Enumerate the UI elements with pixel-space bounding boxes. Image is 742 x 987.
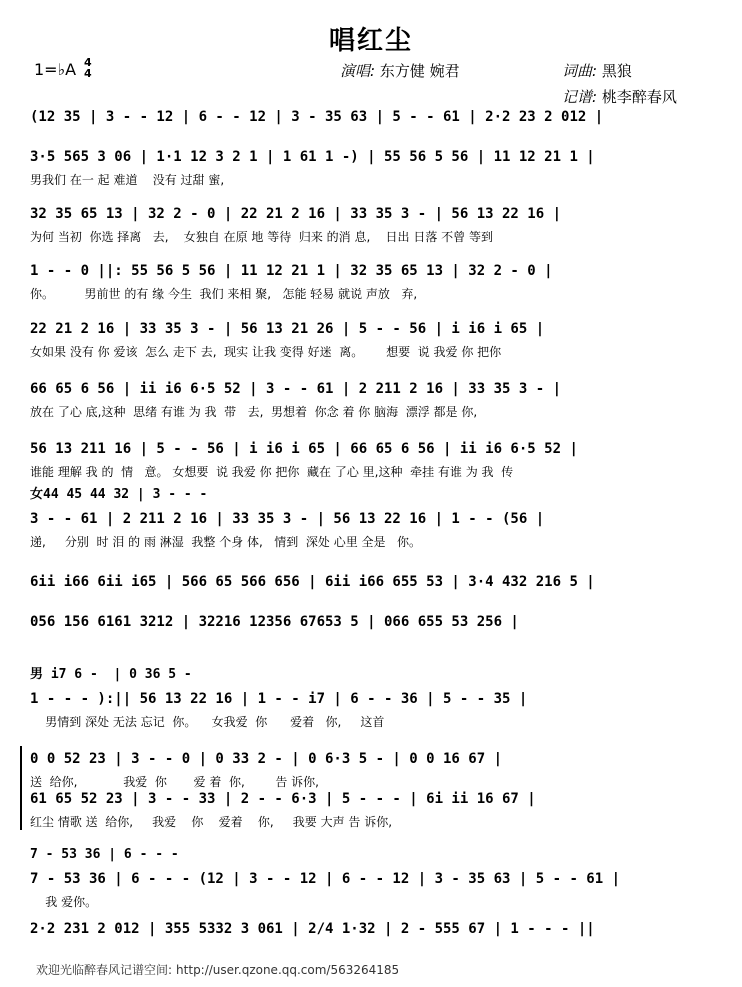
notation-row: 1 - - - ):|| 56 13 22 16 | 1 - - i7 | 6 - - 36 | 5 - - 35 | xyxy=(30,691,528,707)
score-line xyxy=(0,148,742,190)
singers-credit xyxy=(340,60,460,81)
upper-voice-notes: 7 - 53 36 | 6 - - - xyxy=(30,847,179,862)
score-line xyxy=(0,847,742,912)
lyrics-row: 男我们 在一 起 难道 没有 过甜 蜜, xyxy=(30,173,225,187)
notation-row: 056 156 6161 3212 | 32216 12356 67653 5 | 066 655 53 256 | xyxy=(30,614,519,630)
song-title: 唱红尘 xyxy=(328,26,413,56)
notation-row: 0 0 52 23 | 3 - - 0 | 0 33 2 - | 0 6·3 5 - | 0 0 16 67 | xyxy=(30,751,503,767)
notation-row: 2·2 231 2 012 | 355 5332 3 061 | 2/4 1·32 | 2 - 555 67 | 1 - - - || xyxy=(30,921,595,937)
lyrics-row: 我 爱你。 xyxy=(30,895,98,909)
lyrics-row: 男情到 深处 无法 忘记 你。 女我爱 你 爱着 你, 这首 xyxy=(30,715,385,729)
lyrics-row: 递, 分别 时 泪 的 雨 淋湿 我整 个身 体, 情到 深处 心里 全是 你。 xyxy=(30,535,421,549)
notation-row: 61 65 52 23 | 3 - - 33 | 2 - - 6·3 | 5 - - - | 6i ii 16 67 | xyxy=(30,791,536,807)
composer-credit xyxy=(562,60,632,81)
notation-row: 7 - 53 36 | 6 - - - (12 | 3 - - 12 | 6 - - 12 | 3 - 35 63 | 5 - - 61 | xyxy=(30,871,621,887)
lyrics-row: 放在 了心 底,这种 思绪 有谁 为 我 带 去, 男想着 你念 着 你 脑海 漂浮 都是 你, xyxy=(30,405,478,419)
score-line xyxy=(0,573,742,615)
composer-name: 黑狼 xyxy=(601,62,632,80)
lyrics-row: 女如果 没有 你 爱该 怎么 走下 去, 现实 让我 变得 好迷 离。 想要 说 我爱 你 把你 xyxy=(30,345,502,359)
lyrics-row: 红尘 情歌 送 给你, 我爱 你 爱着 你, 我要 大声 告 诉你, xyxy=(30,815,393,829)
singers-label: 演唱: xyxy=(340,62,376,80)
singers-names: 东方健 婉君 xyxy=(379,62,460,80)
footer-url: http://user.qzone.qq.com/563264185 xyxy=(176,963,400,977)
score-line xyxy=(0,920,742,962)
lyrics-row: 谁能 理解 我 的 情 意。 女想要 说 我爱 你 把你 藏在 了心 里,这种 牵挂 有谁 为 我 传 xyxy=(30,465,514,479)
lyrics-row: 为何 当初 你选 择离 去, 女独自 在原 地 等待 归来 的消 息, 日出 日落 不曾 等到 xyxy=(30,230,493,244)
key-signature: 1=♭A xyxy=(34,60,77,79)
footer-text: 欢迎光临醉春风记谱空间: xyxy=(36,963,173,977)
score-line xyxy=(0,667,742,732)
score-line xyxy=(0,440,742,482)
transcriber-label: 记谱: xyxy=(562,88,598,106)
notation-row: 3 - - 61 | 2 211 2 16 | 33 35 3 - | 56 13 22 16 | 1 - - (56 | xyxy=(30,511,545,527)
lyrics-row: 送 给你, 我爱 你 爱 着 你, 告 诉你, xyxy=(30,775,319,789)
notation-row: 56 13 211 16 | 5 - - 56 | i i6 i 65 | 66 65 6 56 | ii i6 6·5 52 | xyxy=(30,441,578,457)
score-line xyxy=(0,320,742,362)
notation-row: 66 65 6 56 | ii i6 6·5 52 | 3 - - 61 | 2 211 2 16 | 33 35 3 - | xyxy=(30,381,562,397)
notation-row: 3·5 565 3 06 | 1·1 12 3 2 1 | 1 61 1 -) | 55 56 5 56 | 11 12 21 1 | xyxy=(30,149,595,165)
transcriber-credit xyxy=(562,86,677,107)
composer-label: 词曲: xyxy=(562,62,598,80)
score-line xyxy=(0,790,742,832)
time-signature-bottom: 4 xyxy=(84,67,92,80)
upper-voice-notes: 女44 45 44 32 | 3 - - - xyxy=(30,487,208,502)
score-line xyxy=(0,487,742,552)
lyrics-row: 你。 男前世 的有 缘 今生 我们 来相 聚, 怎能 轻易 就说 声放 弃, xyxy=(30,287,418,301)
notation-row: 1 - - 0 ||: 55 56 5 56 | 11 12 21 1 | 32 35 65 13 | 32 2 - 0 | xyxy=(30,263,553,279)
time-signature-top: 4 xyxy=(84,56,92,69)
notation-row: 32 35 65 13 | 32 2 - 0 | 22 21 2 16 | 33 35 3 - | 56 13 22 16 | xyxy=(30,206,562,222)
score-line xyxy=(0,205,742,247)
notation-row: (12 35 | 3 - - 12 | 6 - - 12 | 3 - 35 63 | 5 - - 61 | 2·2 23 2 012 | xyxy=(30,109,604,125)
score-line xyxy=(0,380,742,422)
time-signature xyxy=(84,57,92,79)
notation-row: 6ii i66 6ii i65 | 566 65 566 656 | 6ii i66 655 53 | 3·4 432 216 5 | xyxy=(30,574,595,590)
score-line xyxy=(0,108,742,150)
notation-row: 22 21 2 16 | 33 35 3 - | 56 13 21 26 | 5 - - 56 | i i6 i 65 | xyxy=(30,321,545,337)
score-line xyxy=(0,262,742,304)
upper-voice-notes: 男 i7 6 - | 0 36 5 - xyxy=(30,667,192,682)
footer xyxy=(36,961,399,978)
transcriber-name: 桃李醉春风 xyxy=(601,88,677,106)
score-line xyxy=(0,613,742,655)
score-line xyxy=(0,750,742,792)
